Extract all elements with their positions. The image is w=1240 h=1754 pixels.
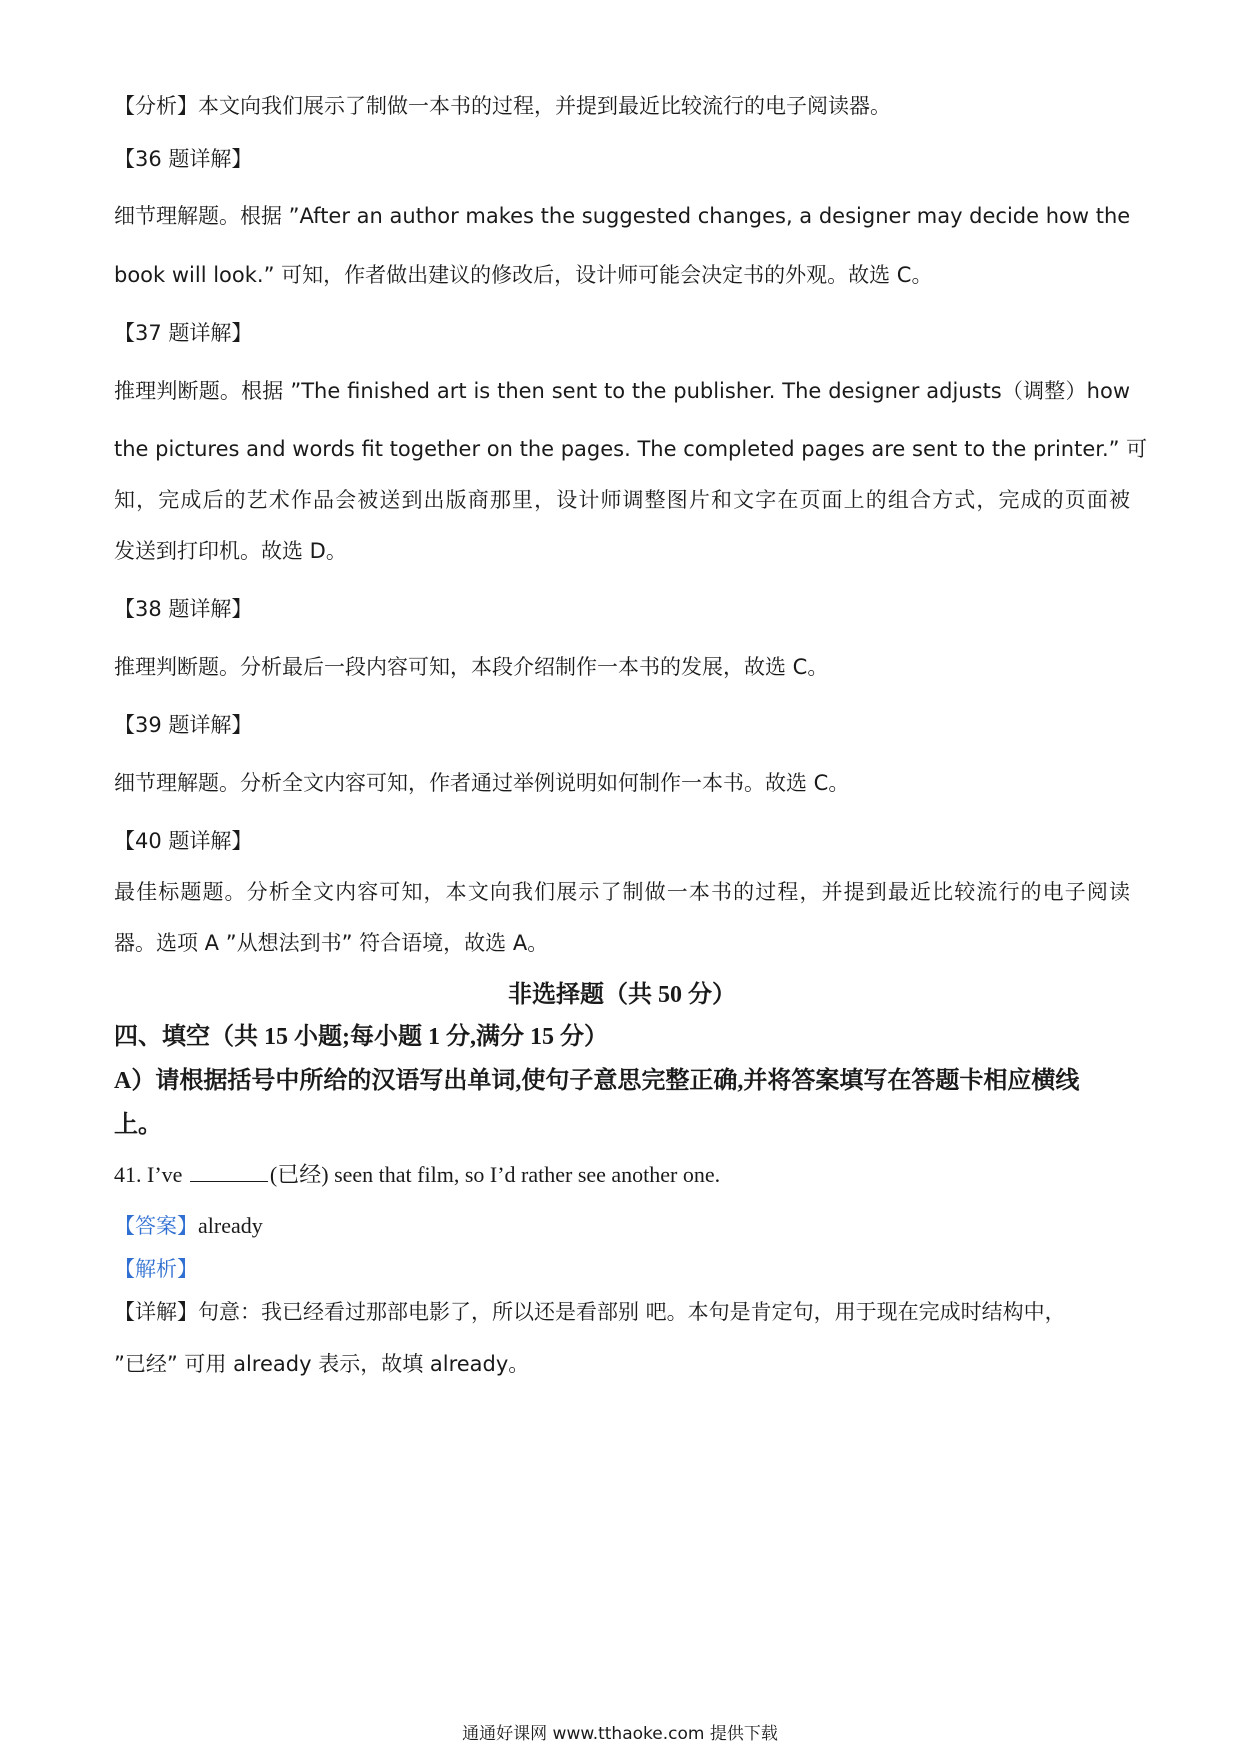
q38-line-1: 推理判断题。分析最后一段内容可知，本段介绍制作一本书的发展，故选 C。 [114,655,829,679]
q36-line-2: book will look.” 可知，作者做出建议的修改后，设计师可能会决定书的外观。故选 C。 [114,263,933,287]
answer-label: 【答案】 [114,1214,198,1238]
explanation-label: 【解析】 [114,1257,198,1281]
q37-line-1: 推理判断题。根据 ”The finished art is then sent to the publisher. The designer adjusts（调整）how [114,379,1130,403]
page-footer: 通通好课网 www.tthaoke.com 提供下载 [462,1724,778,1744]
q39-header: 【39 题详解】 [114,713,253,737]
detail-text-1: 句意：我已经看过那部电影了，所以还是看部别 吧。本句是肯定句，用于现在完成时结构中， [198,1300,1066,1324]
detail-label: 【详解】 [114,1300,198,1324]
q40-line-1: 最佳标题题。分析全文内容可知，本文向我们展示了制做一本书的过程，并提到最近比较流行的电子阅读 [114,880,1130,904]
detail-line-1 [114,1297,1130,1327]
section-title: 非选择题（共 50 分） [508,982,736,1008]
q36-header: 【36 题详解】 [114,147,253,171]
answer-value: already [198,1213,263,1238]
detail-line-2: ”已经” 可用 already 表示，故填 already。 [114,1352,530,1376]
question-41 [114,1160,1130,1190]
question-41-suffix: (已经) seen that film, so I’d rather see another one. [269,1162,721,1187]
q37-header: 【37 题详解】 [114,321,253,345]
part-four-heading: 四、填空（共 15 小题;每小题 1 分,满分 15 分） [114,1024,608,1050]
part-a-instruction-line-1: A）请根据括号中所给的汉语写出单词,使句子意思完整正确,并将答案填写在答题卡相应横线 [114,1068,1080,1094]
analysis-text: 【分析】本文向我们展示了制做一本书的过程，并提到最近比较流行的电子阅读器。 [114,94,891,118]
answer-line [114,1211,1130,1241]
q39-line-1: 细节理解题。分析全文内容可知，作者通过举例说明如何制作一本书。故选 C。 [114,771,850,795]
q37-line-3: 知，完成后的艺术作品会被送到出版商那里，设计师调整图片和文字在页面上的组合方式，完成的页面被 [114,488,1130,512]
question-41-prefix: 41. I’ve [114,1162,188,1187]
q37-line-2: the pictures and words fit together on the pages. The completed pages are sent to the printer.” 可 [114,437,1148,461]
q37-line-4: 发送到打印机。故选 D。 [114,539,347,563]
q38-header: 【38 题详解】 [114,597,253,621]
q40-header: 【40 题详解】 [114,829,253,853]
q36-line-1: 细节理解题。根据 ”After an author makes the suggested changes, a designer may decide how the [114,204,1131,228]
q40-line-2: 器。选项 A ”从想法到书” 符合语境，故选 A。 [114,931,549,955]
part-a-instruction-line-2: 上。 [114,1112,162,1138]
answer-blank [190,1161,268,1182]
